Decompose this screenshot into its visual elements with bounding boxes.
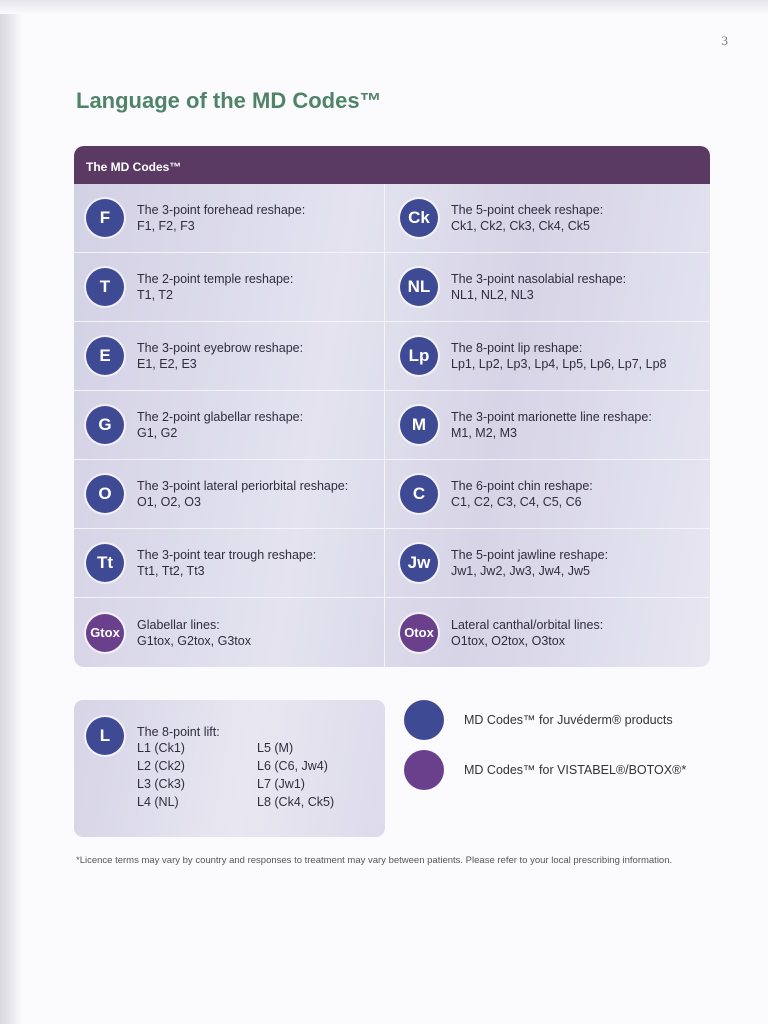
code-points: G1, G2 <box>137 426 178 440</box>
code-points: Jw1, Jw2, Jw3, Jw4, Jw5 <box>451 564 590 578</box>
code-points: Tt1, Tt2, Tt3 <box>137 564 205 578</box>
md-codes-panel-header: The MD Codes™ <box>74 146 710 184</box>
lift-point: L2 (Ck2) <box>137 759 185 773</box>
footnote: *Licence terms may vary by country and responses to treatment may vary between patients. Please refer to your local prescribing information. <box>76 855 673 866</box>
code-badge-o: O <box>86 475 124 513</box>
code-badge-g: G <box>86 406 124 444</box>
purple-circle-icon <box>404 750 444 790</box>
code-cell-lip <box>385 322 710 391</box>
code-cell-marionette <box>385 391 710 460</box>
code-cell-periorbital <box>74 460 385 529</box>
code-title: Lateral canthal/orbital lines: <box>451 617 604 632</box>
code-points: T1, T2 <box>137 288 173 302</box>
code-points: C1, C2, C3, C4, C5, C6 <box>451 495 582 509</box>
code-badge-e: E <box>86 337 124 375</box>
lift-points-list <box>137 741 367 813</box>
lift-point: L8 (Ck4, Ck5) <box>257 795 335 809</box>
code-text <box>137 478 348 510</box>
md-codes-grid <box>74 184 710 667</box>
code-cell-cheek <box>385 184 710 253</box>
page-title: Language of the MD Codes™ <box>76 88 382 113</box>
code-points: E1, E2, E3 <box>137 357 197 371</box>
code-title: Glabellar lines: <box>137 617 220 632</box>
code-title: The 3-point lateral periorbital reshape: <box>137 479 349 493</box>
code-cell-forehead <box>74 184 385 253</box>
legend-label-botox: MD Codes™ for VISTABEL®/BOTOX®* <box>464 763 687 777</box>
code-text <box>137 547 316 579</box>
code-points: F1, F2, F3 <box>137 219 195 233</box>
code-text <box>451 547 608 579</box>
code-text <box>137 271 293 303</box>
code-title: The 5-point cheek reshape: <box>451 203 604 217</box>
code-text <box>451 340 666 372</box>
code-points: M1, M2, M3 <box>451 426 517 440</box>
code-text <box>451 478 593 510</box>
code-badge-otox: Otox <box>400 614 438 652</box>
code-cell-eyebrow <box>74 322 385 391</box>
lift-point: L4 (NL) <box>137 795 179 809</box>
code-badge-c: C <box>400 475 438 513</box>
code-badge-f: F <box>86 199 124 237</box>
lift-point: L3 (Ck3) <box>137 777 185 791</box>
legend-row-juvederm <box>404 700 686 740</box>
code-cell-tear-trough <box>74 529 385 598</box>
code-badge-nl: NL <box>400 268 438 306</box>
code-title: The 3-point forehead reshape: <box>137 203 306 217</box>
code-cell-glabellar-lines <box>74 598 385 667</box>
page-left-edge <box>0 0 22 1024</box>
code-text <box>451 409 652 441</box>
code-points: O1tox, O2tox, O3tox <box>451 633 565 648</box>
code-badge-ck: Ck <box>400 199 438 237</box>
page-top-edge <box>0 0 768 14</box>
lift-title: The 8-point lift: <box>137 725 220 739</box>
legend-label-juvederm: MD Codes™ for Juvéderm® products <box>464 713 673 727</box>
code-points: O1, O2, O3 <box>137 495 201 509</box>
code-text <box>137 340 303 372</box>
code-points: NL1, NL2, NL3 <box>451 288 534 302</box>
md-codes-panel <box>74 146 710 667</box>
code-title: The 3-point nasolabial reshape: <box>451 272 627 286</box>
lift-point: L6 (C6, Jw4) <box>257 759 328 773</box>
code-title: The 6-point chin reshape: <box>451 479 593 493</box>
code-text <box>137 409 303 441</box>
code-title: The 5-point jawline reshape: <box>451 548 609 562</box>
page-number: 3 <box>721 33 728 48</box>
code-text <box>451 202 603 234</box>
code-cell-glabellar <box>74 391 385 460</box>
lift-point: L5 (M) <box>257 741 294 755</box>
code-points: Ck1, Ck2, Ck3, Ck4, Ck5 <box>451 219 590 233</box>
legend-row-botox <box>404 750 686 790</box>
code-title: The 8-point lip reshape: <box>451 341 583 355</box>
code-badge-gtox: Gtox <box>86 614 124 652</box>
code-text <box>137 617 251 649</box>
code-title: The 3-point marionette line reshape: <box>451 410 652 424</box>
legend <box>404 700 686 800</box>
code-cell-canthal-lines <box>385 598 710 667</box>
code-cell-jawline <box>385 529 710 598</box>
code-text <box>451 271 626 303</box>
lift-panel <box>74 700 385 837</box>
code-points: Lp1, Lp2, Lp3, Lp4, Lp5, Lp6, Lp7, Lp8 <box>451 357 667 371</box>
code-title: The 3-point tear trough reshape: <box>137 548 317 562</box>
code-text <box>451 617 603 649</box>
code-badge-t: T <box>86 268 124 306</box>
code-points: G1tox, G2tox, G3tox <box>137 633 251 648</box>
lift-point: L7 (Jw1) <box>257 777 305 791</box>
lift-point: L1 (Ck1) <box>137 741 185 755</box>
blue-circle-icon <box>404 700 444 740</box>
code-title: The 2-point temple reshape: <box>137 272 294 286</box>
code-title: The 2-point glabellar reshape: <box>137 410 304 424</box>
code-title: The 3-point eyebrow reshape: <box>137 341 304 355</box>
code-cell-nasolabial <box>385 253 710 322</box>
code-badge-l: L <box>86 717 124 755</box>
code-badge-jw: Jw <box>400 544 438 582</box>
code-badge-tt: Tt <box>86 544 124 582</box>
code-cell-temple <box>74 253 385 322</box>
code-badge-m: M <box>400 406 438 444</box>
code-cell-chin <box>385 460 710 529</box>
code-text <box>137 202 305 234</box>
code-badge-lp: Lp <box>400 337 438 375</box>
